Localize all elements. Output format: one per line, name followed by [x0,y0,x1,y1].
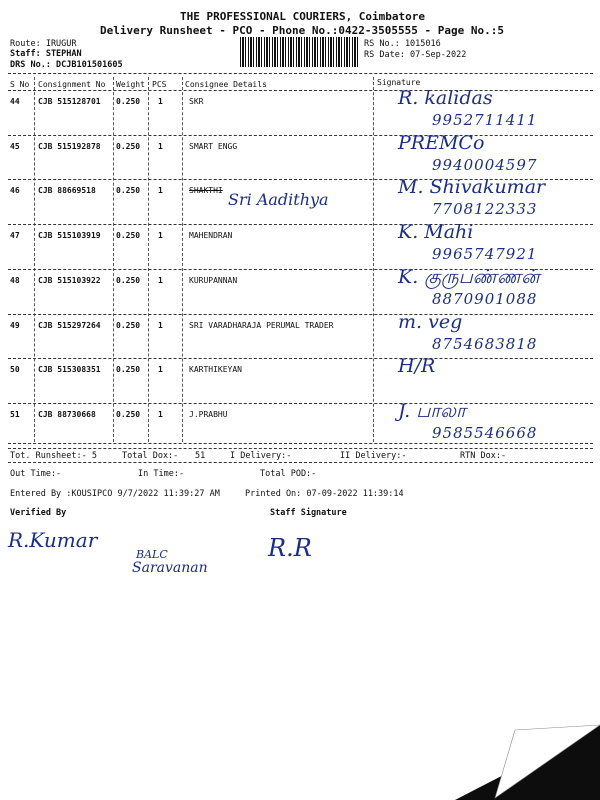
row-signature-name: J. பாலா [398,399,466,422]
row-consignee: SKR [189,97,204,106]
row-consignment-no: CJB 515192878 [38,141,101,151]
row-consignment-no: CJB 515128701 [38,97,101,106]
row-consignee: SMART ENGG [189,141,238,151]
row-pcs: 1 [158,409,163,419]
col-consignment: Consignment No [38,80,106,89]
row-consignment-no: CJB 515103919 [38,231,101,241]
total-dox-label: Total Dox:- [122,451,179,461]
footer-divider-2 [8,462,593,463]
col-weight: Weight [116,80,145,89]
column-line [113,77,114,442]
row-sno: 46 [10,186,20,196]
row-signature-name: PREMCo [398,131,485,154]
row-divider [8,224,593,225]
row-pcs: 1 [158,141,163,151]
row-signature-phone: 9952711411 [432,111,538,129]
row-consignment-no: CJB 515297264 [38,320,101,330]
col-consignee: Consignee Details [185,80,267,89]
column-line [182,77,183,442]
row-divider [8,314,593,315]
row-consignee: SHAKTHI [189,186,223,196]
row-signature-phone: 7708122333 [432,200,538,219]
row-signature-phone: 9585546668 [432,423,538,442]
staff-label: Staff: STEPHAN [10,49,82,59]
row-weight: 0.250 [116,409,141,419]
row-pcs: 1 [158,275,163,285]
row-pcs: 1 [158,365,163,375]
row-consignee: KURUPANNAN [189,275,238,285]
entered-by: Entered By :KOUSIPCO 9/7/2022 11:39:27 AM [10,489,220,499]
row-sno: 51 [10,409,20,419]
row-signature-phone: 8870901088 [432,289,538,308]
row-consignment-no: CJB 88669518 [38,186,96,196]
col-pcs: PCS [152,80,167,89]
row-divider [8,358,593,359]
row-sno: 49 [10,320,20,330]
rs-date-label: RS Date: 07-Sep-2022 [364,50,467,60]
row-signature-name: m. veg [398,310,463,333]
row-consignee: SRI VARADHARAJA PERUMAL TRADER [189,320,334,330]
row-consignment-no: CJB 88730668 [38,409,96,419]
row-weight: 0.250 [116,231,141,241]
col-sno: S No [10,80,30,89]
row-signature-name: K. Mahi [398,221,474,244]
footer-divider [8,443,593,444]
tot-runsheet: Tot. Runsheet:- 5 [10,451,97,461]
printed-on: Printed On: 07-09-2022 11:39:14 [245,489,404,499]
barcode [240,37,358,67]
row-consignment-no: CJB 515103922 [38,275,101,285]
row-divider [8,135,593,136]
ii-delivery: II Delivery:- [340,451,407,461]
staff-signature: R.R [268,534,312,562]
row-consignment-no: CJB 515308351 [38,365,101,375]
staff-signature-label: Staff Signature [270,508,347,518]
row-signature-name: R. kalidas [398,87,493,109]
column-line [373,77,374,442]
i-delivery: I Delivery:- [230,451,292,461]
row-sno: 50 [10,365,20,375]
total-pod: Total POD:- [260,469,317,479]
row-consignee: MAHENDRAN [189,231,233,241]
row-weight: 0.250 [116,365,141,375]
row-signature-name: M. Shivakumar [398,176,546,199]
row-weight: 0.250 [116,275,141,285]
row-signature-phone: 8754683818 [432,334,538,353]
table-header-divider [8,90,593,91]
column-line [34,77,35,442]
row-sno: 47 [10,231,20,241]
total-dox-value: 51 [195,451,206,461]
header-divider [8,73,593,74]
consignee-annotation-handwritten: Sri Aadithya [228,190,329,209]
row-sno: 45 [10,141,20,151]
row-weight: 0.250 [116,320,141,330]
rtn-dox: RTN Dox:- [460,451,507,461]
verified-signature: R.Kumar [8,528,98,552]
row-sno: 44 [10,97,20,106]
route-label: Route: IRUGUR [10,39,77,49]
row-weight: 0.250 [116,141,141,151]
row-sno: 48 [10,275,20,285]
verified-by-label: Verified By [10,508,67,518]
out-time: Out Time:- [10,469,62,479]
row-consignee: J.PRABHU [189,409,228,419]
stamp-signature-top: BALC [136,548,168,561]
stamp-signature-bottom: Saravanan [132,560,208,576]
col-signature: Signature [377,78,421,87]
row-divider [8,448,593,449]
column-line [148,77,149,442]
row-signature-phone: 9965747921 [432,245,538,264]
page-corner-fold [455,680,600,800]
rs-no-label: RS No.: 1015016 [364,39,441,49]
row-pcs: 1 [158,320,163,330]
row-weight: 0.250 [116,97,141,106]
in-time: In Time:- [138,469,185,479]
row-consignee: KARTHIKEYAN [189,365,242,375]
row-signature-name: K. குருபண்ணன் [398,265,540,288]
row-signature-phone: 9940004597 [432,155,538,174]
runsheet-title: Delivery Runsheet - PCO - Phone No.:0422-3505555 - Page No.:5 [100,24,504,37]
row-signature-name: H/R [398,355,436,378]
row-weight: 0.250 [116,186,141,196]
row-pcs: 1 [158,231,163,241]
company-title: THE PROFESSIONAL COURIERS, Coimbatore [180,10,426,23]
row-pcs: 1 [158,97,163,106]
row-pcs: 1 [158,186,163,196]
drs-no-label: DRS No.: DCJB101501605 [10,60,123,70]
row-divider [8,403,593,404]
